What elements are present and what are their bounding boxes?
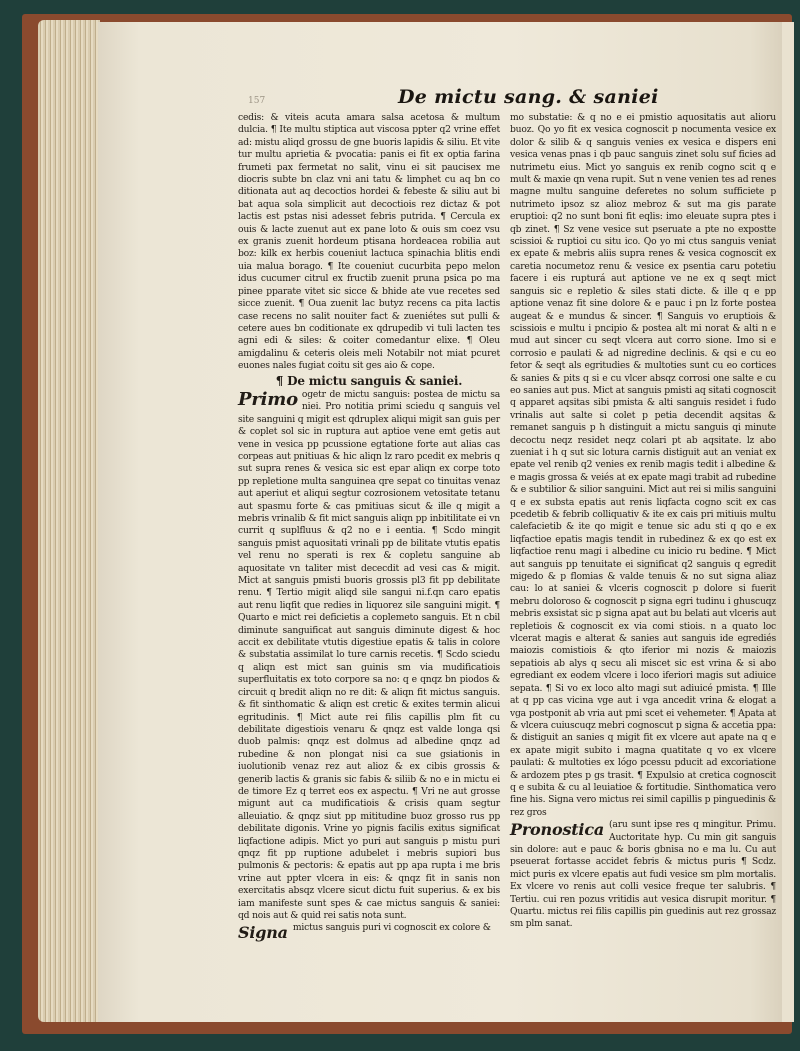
signa-heading: Signa xyxy=(238,923,288,943)
left-para-1: cedis: & viteis acuta amara salsa acetosa & multum dulcia. ¶ Ite multu stiptica aut viscosa ppter q2 vrine effet ad: mistu aliqd grossu de gne buoris lapidis & siliu. Et vite tur multu aprietia & pvocatia: panis ei fit ex optia farina frumeti pax fermetat no salit, vinu ei sit paucisex me diocris subte bn claz vni ani tatu & limphet cu aq bn co ditionata aut aq decoctios hordei & febeste & siliu aut bi bat aqua sola simplicit aut decoctiois rez dictaz & pot lactis est pstas nisi adesset febris putrida. ¶ Cercula ex ouis & lacte zuenut aut ex pane loto & ouis sm coez vsu ex granis zuenit hordeum ptisana hordeacea robilia aut boz: kilk ex herbis coueniut lactuca spinachia blitis endi uia malua borago. ¶ Ite coueniut cucurbita pepo melon idus cucumer citrul ex fructib zuenit pruna psica po ma pinee pparate vitet sic sicce & bhide ate vue recetes sed sicce zuenit. ¶ Oua zuenit lac butyz recens ca pita lactis case recens no salit nouiter fact & zueniétes sut pulli & cetere aues bn coditionate ex qdrupedib vi tuli lacten tes agni edi & siles: & coiter comedantur elixe. ¶ Oleu amigdalinu & ceteris oleis meli Notabilr not miat pcuret euones nales fugiat coitu sit ges aio & cope. xyxy=(238,112,500,372)
running-head: De mictu sang. & saniei xyxy=(398,86,659,108)
prognostica-paragraph xyxy=(510,819,776,931)
left-column xyxy=(238,112,500,942)
left-para-2 xyxy=(238,389,500,922)
decorated-initial: Primo xyxy=(238,388,298,410)
left-para-2-text: ogetr de mictu sanguis: postea de mictu sa niei. Pro notitia primi sciedu q sanguis vel site sanguini q migit est qdruplex aliqui migit san guis per & coplet sol sic in ruptura aut aptioe vene emt getis aut vene in vesica pp pcussione egtatione forte aut alias cas corpeas aut pnitiuas & hic aliqn lz raro pcedit ex mebris q sut supra renes & vesica sic est epar aliqn ex corpe toto pp repletione multa sanguinea qre sepat co tinuitas venaz aut aperiut et aliqui segtur cozrosionem vetositate tetanu aut spasmu forte & cas pmitiuas sicut & ille q migit a mebris vrinalib & fit mict sanguis aliqn pp inbitilitate ei vn currit q suplfluus & q2 no e i eentia. ¶ Scdo mingit sanguis pmist aquositati vrinali pp de bilitate vtutis epatis vel renu no sperati is rex & copletu sanguine ab aquositate vn taliter mist dececdit ad vesi cas & migit. Mict at sanguis pmisti buoris grossis pl3 fit pp debilitate renu. ¶ Tertio migit aliqd sile sangui ni.f.qn caro epatis aut renu liqfit que redies in liquorez sile sanguini migit. ¶ Quarto e mict rei deficietis a coplemeto sanguis. Et n cbil diminute sanguificat aut sanguis diminute digest & hoc accit ex debilitate vtutis digestiue epatis & talis in colore & substatia assimilat lo ture carnis recetis. ¶ Scdo sciedu q aliqn est mict san guinis sm via mudificatiois superfluitatis ex toto corpore sa no: q e qnqz bn piodos & circuit q bredit aliqn no re dit: & aliqn fit mictus sanguis. & fit sinthomatic & aliqn est cretic & exites termin alicui egritudinis. ¶ Mict aute rei filis capillis plm fit cu debilitate digestiois venaru & qnqz est valde longa qsi duob palmis: qnqz est dolmus ad albedine qnqz ad rubedine & non plongat nisi ca sue gsiationis in iuolutionib venaz rez aut alioz & ex cibis grossis & generib lactis & granis sic fabis & siliib & no e in mictu ei de timore Ez q terret eos ex aspectu. ¶ Vri ne aut grosse migunt aut ca mudificatiois & crisis quam segtur alleuiatio. & qnqz siut pp mititudine buoz grosso rus pp debilitate digonis. Vrine yo pignis facilis exitus significat liqfactione adipis. Mict yo puri aut sanguis p mistu puri qnqz fit pp ruptione adubelet i mebris supiori bus pulmonis & pectoris: & epatis aut pp apa rupta i me bris vrine aut ppter vlcera in eis: & qnqz fit in sanis non exercitatis absqz vlcere sicut dictu fuit superius. & ex bis iam manifeste sunt spes & cae mictus sanguis & saniei: qd nois aut & quid rei satis nota sunt. xyxy=(238,388,500,921)
right-page-edge xyxy=(782,22,794,1022)
section-title: ¶ De mictu sanguis & saniei. xyxy=(275,373,463,388)
right-column xyxy=(510,112,776,931)
page-block-edge xyxy=(38,20,100,1022)
signa-paragraph xyxy=(238,922,500,943)
prognostica-text: (aru sunt ipse res q mingitur. Primu. Auctoritate hyp. Cu min git sanguis sin dolore: aut e pauc & boris gbnisa no e ma lu. Cu aut pseuerat fortasse accidet febris & mictus puris ¶ Scdz. mict puris ex vlcere epatis aut fudi vesice sm plm mortalis. Ex vlcere vo renis aut colli vesice freque ter salubris. ¶ Tertiu. cui ren pozus vritidis aut vesica disrupit moritur. ¶ Quartu. mictus rei filis capillis pin guedinis aut rez grossaz sm plm sanat. xyxy=(510,819,776,930)
prognostica-heading: Pronostica xyxy=(510,820,605,840)
folio-number: 157 xyxy=(248,96,266,106)
signa-text: mictus sanguis puri vi cognoscit ex colore & xyxy=(292,922,491,934)
right-para-1: mo substatie: & q no e ei pmistio aquositatis aut alioru buoz. Qo yo fit ex vesica cognoscit p nocumenta vesice ex dolor & silib & q sanguis venies ex vesica e dispers eni vesica venas pnas i qb pauc sanguis zinet solu suf ficies ad nutrimetu eius. Mict yo sanguis ex renib cogno scit q e mult & maxie qn vena rupit. Sut n vene venien tes ad renes magne multu sanguine deferetes no solum sufficiete p nutrimeto ipsoz sz alioz mebroz & sut ma gis parate eruptioi: q2 no sunt boni fit eqlis: imo eleuate supra ptes i qb zinet. ¶ Sz vene vesice sut pseruate a pte no expostte scissioi & ruptioi cu situ ico. Qo yo mi ctus sanguis veniat ex epate & mebris aliis supra renes & vesica cognoscit ex caretia nocumetoz renu & vesice ex psentia caru potetiu facere i eis rupturá aut aptione ve ne ex q seqt mict sanguis sic e repletio & siles stati dicte. & ille q e pp aptione venaz fit sine dolore & e pauc i pn lz forte postea augeat & e mundus & sincer. ¶ Sanguis vo eruptiois & scissiois e multu i pncipio & postea alt mi norat & alti n e mud aut sincer cu seqt vlcera aut corro sione. Imo si e corrosio e paulati & ad nigredine declinis. & qsi e cu eo fetor & seqt als egritudies & multoties sunt cu eo cortices & sanies & pits q si e cu vlcer absqz corrosi one salte e cu eo sanies aut pus. Mict at sanguis pmisti aq sitati cognoscit q apparet aqsitas sibi pmista & alti sanguis residet i fudo vrinalis aut salte si colet p petia decendit aqsitas & remanet sanguis p h distinguit a mictu sanguis qi minute decoctu neqz residet neqz colari pt ab aqsitate. lz abo zueniat i h q sut sic lotura carnis distiguit aut an veniat ex epate vel renib q2 venies ex renib magis tedit i albedine & e magis grossa & veiés at ex epate magi trabit ad rubedine & e subtilior & silior sanguini. Mict aut rei si milis sanguini q e ex substa epatis aut renis liqfacta cogno scit ex cas pcedetib & febrib colliquativ & ite ex cais pri mitiuis multu calefacietib & ite qo migit e tenue sic adu sti q qo e ex liqfactioe epatis magis tendit in rubedinez & ex qo est ex liqfactioe renu magi i albedine cu inicio ru bedine. ¶ Mict aut sanguis pp tenuitate ei significat q2 sanguis q egredit migedo & p flomias & valde tenuis & no sut signa aliaz cau: lo at saniei & vlceris cognoscit p dolore si fuerit mebru doloroso & cognoscit p signa egri tudinu i ghuscuqz mebris exsistat sic p signa apat aut bu belati aut vlceris aut repletiois & cognoscit ex via comi stiois. n a quato loc vlcerat magis e alterat & sanies aut sanguis ide egrediés maiozis comistiois & qto iferior mi nozis & maiozis sepatiois ab alys q secu ali miscet sic est vrina & si abo egrediant ex eodem vlcere i loco iferiori magis sut adiuice sepata. ¶ Si vo ex loco alto magi sut adiuicé pmista. ¶ Ille at q pp cas vicina vge aut i vga ancedit vrina & elogat a vga postponit ab vria aut pmi scet ei vehemeter. ¶ Apata at & vlcera cuiuscuqz mebri cognoscut p signa & accetia ppa: & distiguit an sanies q migit fit ex vlcere aut apate na q e ex apate migit subito i magna quatitate q vo ex vlcere paulati: & multoties ex lógo pcessu pducit ad excoriatione & ardozem ptes p gs trasit. ¶ Expulsio at cretica cognoscit q e subita & cu al leuiatioe & fortitudie. Sinthomatica vero fine his. Signa vero mictus rei simil capillis p pinguedinis & rez gros xyxy=(510,112,776,818)
